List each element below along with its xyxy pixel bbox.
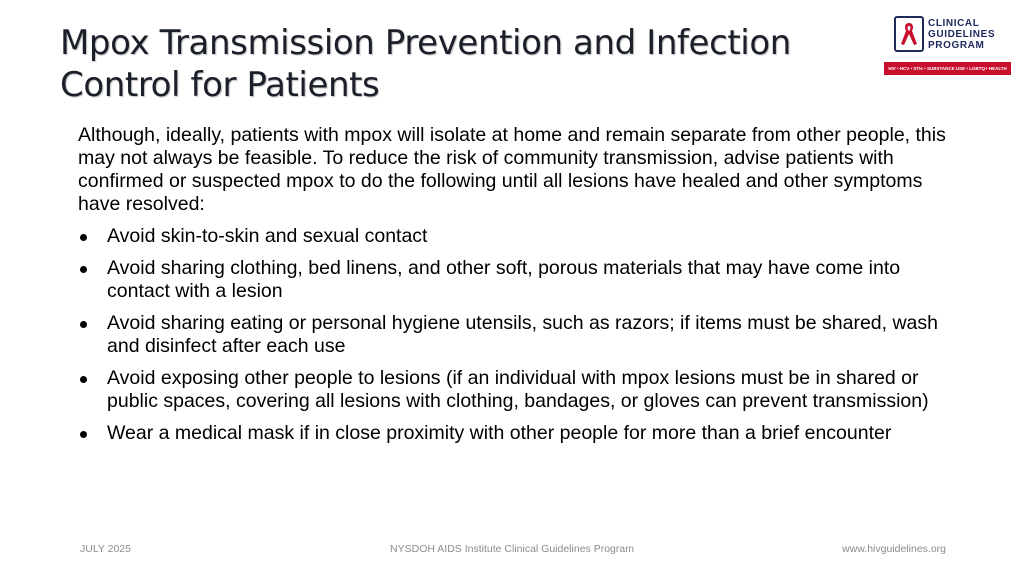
bullet-item bbox=[78, 257, 958, 303]
intro-paragraph: Although, ideally, patients with mpox will isolate at home and remain separate from other people, this may not always be feasible. To reduce the risk of community transmission, advise patients with confirmed or suspected mpox to do the following until all lesions have healed and other symptoms have resolved: bbox=[78, 124, 946, 215]
logo-emblem bbox=[894, 16, 924, 52]
logo-line-2: GUIDELINES bbox=[928, 29, 996, 40]
footer-date: JULY 2025 bbox=[80, 543, 131, 555]
title-line-2: Control for Patients bbox=[60, 65, 380, 105]
footer-url: www.hivguidelines.org bbox=[842, 543, 946, 555]
logo-text bbox=[928, 18, 995, 51]
bullet-item bbox=[78, 367, 958, 413]
bullet-icon bbox=[80, 321, 87, 328]
footer-org: NYSDOH AIDS Institute Clinical Guidelines Program bbox=[390, 543, 634, 555]
bullet-item bbox=[78, 225, 958, 248]
clinical-guidelines-program-logo bbox=[884, 16, 1014, 78]
bullet-item bbox=[78, 312, 958, 358]
slide-body bbox=[78, 124, 958, 454]
bullet-text: Avoid sharing clothing, bed linens, and other soft, porous materials that may have come into contact with a lesion bbox=[107, 257, 901, 302]
title-line-1: Mpox Transmission Prevention and Infection bbox=[60, 23, 791, 63]
bullet-text: Avoid sharing eating or personal hygiene utensils, such as razors; if items must be shared, wash and disinfect after each use bbox=[107, 312, 938, 357]
logo-line-3: PROGRAM bbox=[928, 40, 985, 51]
logo-line-1: CLINICAL bbox=[928, 18, 980, 29]
slide-title bbox=[60, 22, 860, 106]
bullet-text: Avoid skin-to-skin and sexual contact bbox=[107, 225, 428, 247]
bullet-text: Avoid exposing other people to lesions (if an individual with mpox lesions must be in shared or public spaces, covering all lesions with clothing, bandages, or gloves can prevent transmission) bbox=[107, 367, 929, 412]
bullet-icon bbox=[80, 266, 87, 273]
bullet-list bbox=[78, 225, 958, 445]
bullet-icon bbox=[80, 431, 87, 438]
bullet-text: Wear a medical mask if in close proximity with other people for more than a brief encounter bbox=[107, 422, 892, 444]
bullet-item bbox=[78, 422, 958, 445]
logo-tagline: HIV • HCV • STIs • SUBSTANCE USE • LGBTQ+ HEALTH bbox=[884, 62, 1011, 75]
bullet-icon bbox=[80, 234, 87, 241]
bullet-icon bbox=[80, 376, 87, 383]
red-ribbon-icon bbox=[900, 21, 918, 47]
